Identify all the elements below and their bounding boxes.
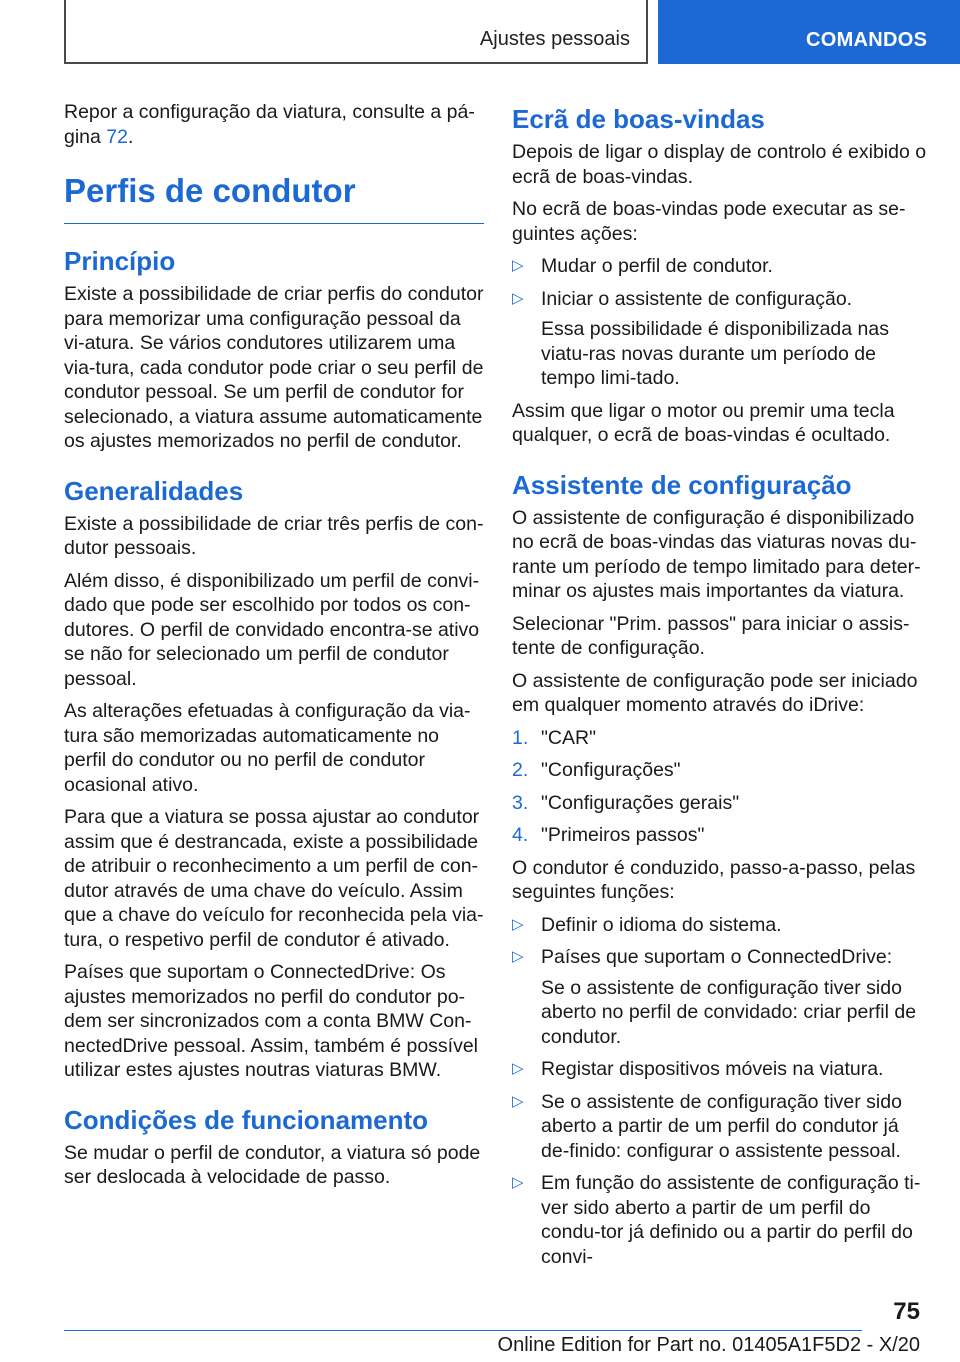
list-item: 1. "CAR" <box>512 726 597 749</box>
numbered-list <box>512 726 928 848</box>
list-item: 2. "Configurações" <box>512 759 681 781</box>
heading-generalidades: Generalidades <box>64 475 244 506</box>
intro-paragraph: Repor a configuração da viatura, consulte a pá-gina 72. <box>64 101 475 148</box>
sub-paragraph: Essa possibilidade é disponibilizada nas viatu-ras novas durante um período de tempo limi-tado. <box>541 318 889 389</box>
paragraph: Se mudar o perfil de condutor, a viatura só pode ser deslocada à velocidade de passo. <box>64 1141 481 1188</box>
paragraph: O assistente de configuração é disponibilizado no ecrã de boas-vindas das viaturas novas du-rante um período de tempo limitado para deter-minar os ajustes mais importantes da viatura. <box>512 506 921 602</box>
section-title: Perfis de condutor <box>64 171 484 224</box>
right-column <box>512 100 928 1277</box>
sub-paragraph: Se o assistente de configuração tiver sido aberto no perfil de convidado: criar perfil de condutor. <box>541 976 917 1048</box>
paragraph: Países que suportam o ConnectedDrive: Os ajustes memorizados no perfil do condutor po-dem ser sincronizados com a conta BMW Con-nectedDrive pessoal. Assim, também é possível utilizar estes ajustes noutras viaturas BMW. <box>64 961 479 1081</box>
footer-divider <box>64 1330 862 1331</box>
paragraph: Existe a possibilidade de criar três perfis de con-dutor pessoais. <box>64 512 484 559</box>
paragraph: Existe a possibilidade de criar perfis do condutor para memorizar uma configuração pessoal da vi-atura. Se vários condutores utilizarem uma via-tura, cada condutor pode criar o seu perfil de condutor pessoal. Se um perfil de condutor for selecionado, a viatura assume automaticamente os ajustes memorizados no perfil de condutor. <box>64 283 484 452</box>
heading-principio: Princípio <box>64 246 176 276</box>
list-item: ▷ Definir o idioma do sistema. <box>512 913 782 936</box>
triangle-bullet-icon: ▷ <box>512 289 524 307</box>
triangle-bullet-icon: ▷ <box>512 257 524 274</box>
page-header <box>0 0 960 66</box>
list-item: 3. "Configurações gerais" <box>512 791 740 814</box>
triangle-bullet-icon: ▷ <box>512 1174 524 1191</box>
paragraph: As alterações efetuadas à configuração da via-tura são memorizadas automaticamente no perfil do condutor ou no perfil de condutor ocasional ativo. <box>64 700 471 796</box>
header-section-title: Ajustes pessoais <box>479 28 630 50</box>
footer-edition: Online Edition for Part no. 01405A1F5D2 - X/20 <box>497 1334 920 1356</box>
paragraph: O condutor é conduzido, passo-a-passo, pelas seguintes funções: <box>512 856 916 903</box>
page-number: 75 <box>893 1298 920 1325</box>
triangle-bullet-icon: ▷ <box>512 915 524 933</box>
bullet-list <box>512 254 928 391</box>
left-column <box>64 100 484 1198</box>
page-link[interactable]: 72 <box>106 125 128 148</box>
triangle-bullet-icon: ▷ <box>512 1092 524 1110</box>
triangle-bullet-icon: ▷ <box>512 1060 524 1077</box>
header-chapter-tab[interactable]: COMANDOS <box>658 0 960 64</box>
paragraph: No ecrã de boas-vindas pode executar as se-guintes ações: <box>512 198 906 245</box>
paragraph: Assim que ligar o motor ou premir uma tecla qualquer, o ecrã de boas-vindas é ocultado. <box>512 399 895 446</box>
header-section-box <box>64 0 648 64</box>
paragraph: Depois de ligar o display de controlo é exibido o ecrã de boas-vindas. <box>512 141 927 188</box>
bullet-list <box>512 913 928 1270</box>
list-item: ▷ Se o assistente de configuração tiver sido aberto a partir de um perfil do condutor já de-finido: configurar o assistente pessoal. <box>512 1090 902 1162</box>
list-item: ▷ Mudar o perfil de condutor. <box>512 255 773 277</box>
paragraph: Para que a viatura se possa ajustar ao condutor assim que é destrancada, existe a possibilidade de atribuir o reconhecimento a um perfil de con-dutor através de uma chave do veículo. Assim que a chave do veículo for reconhecida pela via-tura, o respetivo perfil de condutor é ativado. <box>64 806 484 951</box>
list-item: 4. "Primeiros passos" <box>512 824 705 846</box>
paragraph: Selecionar "Prim. passos" para iniciar o assis-tente de configuração. <box>512 612 910 659</box>
list-item: ▷ Em função do assistente de configuração ti-ver sido aberto a partir de um perfil do condu-tor já definido ou a partir do perfil do convi- <box>512 1172 921 1268</box>
list-item: ▷ Iniciar o assistente de configuração. Essa possibilidade é disponibilizada nas viatu-ras novas durante um período de tempo limi-tado. <box>512 287 928 391</box>
list-item: ▷ Países que suportam o ConnectedDrive: Se o assistente de configuração tiver sido aberto no perfil de convidado: criar perfil de condutor. <box>512 945 928 1049</box>
list-item: ▷ Registar dispositivos móveis na viatura. <box>512 1058 884 1080</box>
paragraph: O assistente de configuração pode ser iniciado em qualquer momento através do iDrive: <box>512 669 918 716</box>
heading-ecra: Ecrã de boas-vindas <box>512 104 765 134</box>
heading-assistente: Assistente de configuração <box>512 469 852 500</box>
heading-condicoes: Condições de funcionamento <box>64 1104 429 1135</box>
paragraph: Além disso, é disponibilizado um perfil de convi-dado que pode ser escolhido por todos os con-dutores. O perfil de convidado encontra-se ativo se não for selecionado um perfil de condutor pessoal. <box>64 569 480 690</box>
triangle-bullet-icon: ▷ <box>512 948 524 965</box>
